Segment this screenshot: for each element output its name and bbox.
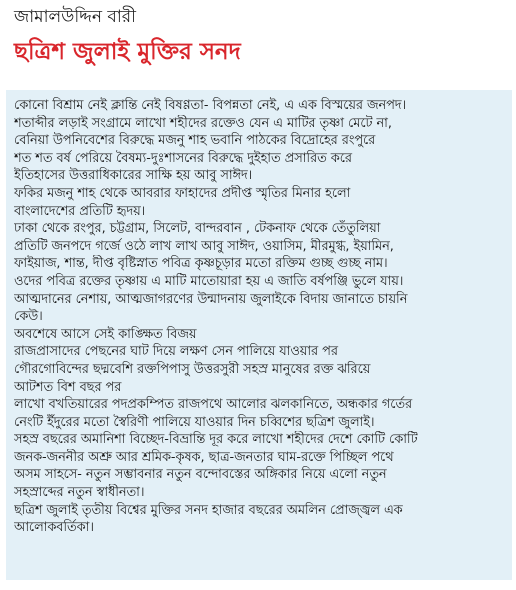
poem-line: জনক-জননীর অশ্রু আর শ্রমিক-কৃষক, ছাত্র-জনতার ঘাম-রক্তে পিচ্ছিল পথে — [14, 449, 394, 465]
poem-line: ফকির মজনু শাহ থেকে আবরার ফাহাদের প্রদীপ্ত স্মৃতির মিনার হলো — [14, 185, 351, 201]
poem-line: অসম সাহসে- নতুন সম্ভাবনার নতুন বন্দোবস্তের অঙ্গিকার নিয়ে এলো নতুন — [14, 467, 387, 483]
poem-line: আত্মদানের নেশায়, আত্মজাগরণের উন্মাদনায় জুলাইকে বিদায় জানাতে চায়নি — [14, 291, 408, 307]
poem-line: ওদের পবিত্র রক্তের তৃষ্ণায় এ মাটি মাতোয়ারা হয় এ জাতি বর্ষপঞ্জি ভুলে যায়। — [14, 273, 404, 289]
poem-line: নেংটি ইঁদুরের মতো স্বৈরিণী পালিয়ে যাওয়ার দিন চব্বিশের ছত্রিশ জুলাই। — [14, 414, 375, 430]
poem-line: ফাইয়াজ, শান্ত, দীপ্ত বৃষ্টিস্নাত পবিত্র কৃষ্ণচূড়ার মতো রক্তিম গুচ্ছ গুচ্ছ নাম। — [14, 256, 388, 272]
poem-line: শতাব্দীর লড়াই সংগ্রামে লাখো শহীদের রক্তেও যেন এ মাটির তৃষ্ণা মেটে না, — [14, 115, 392, 131]
poem-line: সহস্র বছরের অমানিশা বিচ্ছেদ-বিভ্রান্তি দূর করে লাখো শহীদের দেশে কোটি কোটি — [14, 432, 418, 448]
author-name: জামালউদ্দিন বারী — [14, 7, 137, 27]
poem-line: বেনিয়া উপনিবেশের বিরুদ্ধে মজনু শাহ ভবানি পাঠকের বিদ্রোহের রংপুরে — [14, 133, 376, 149]
poem-line: সহস্রাব্দের নতুন স্বাধীনতা। — [14, 485, 145, 501]
poem-line: বাংলাদেশের প্রতিটি হৃদয়। — [14, 203, 146, 219]
poem-line: রাজপ্রাসাদের পেছনের ঘাট দিয়ে লক্ষণ সেন পালিয়ে যাওয়ার পর — [14, 344, 338, 360]
poem-line: লাখো বখতিয়ারের পদপ্রকম্পিত রাজপথে আলোর ঝলকানিতে, অন্ধকার গর্তের — [14, 397, 412, 413]
poem-line: কেউ। — [14, 309, 43, 325]
poem-line: কোনো বিশ্রাম নেই ক্লান্তি নেই বিষণ্ণতা- বিপন্নতা নেই, এ এক বিস্ময়ের জনপদ। — [14, 98, 407, 113]
poem-line: ইতিহাসের উত্তরাধিকারের সাক্ষি হয় আবু সাঈদ। — [14, 168, 253, 184]
poem-title: ছত্রিশ জুলাই মুক্তির সনদ — [14, 39, 241, 65]
poem-line: ঢাকা থেকে রংপুর, চট্টগ্রাম, সিলেট, বান্দরবান , টেকনাফ থেকে তেঁতুলিয়া — [14, 221, 381, 237]
poem-body — [6, 90, 512, 580]
poem-line: আলোকবর্তিকা। — [14, 520, 94, 536]
poem-line: শত শত বর্ষ পেরিয়ে বৈষম্য-দুঃশাসনের বিরুদ্ধে দুইহাত প্রসারিত করে — [14, 150, 352, 166]
poem-line: আটশত বিশ বছর পর — [14, 379, 122, 395]
poem-line: গৌরগোবিন্দের ছদ্মবেশি রক্তপিপাসু উত্তরসুরী সহস্র মানুষের রক্ত ঝরিয়ে — [14, 361, 371, 377]
poem-line: ছত্রিশ জুলাই তৃতীয় বিশ্বের মুক্তির সনদ হাজার বছরের অমলিন প্রোজ্জ্বল এক — [14, 502, 403, 518]
poem-line: প্রতিটি জনপদে গর্জে ওঠে লাখ লাখ আবু সাঈদ, ওয়াসিম, মীরমুগ্ধ, ইয়ামিন, — [14, 238, 394, 254]
poem-line: অবশেষে আসে সেই কাঙ্ক্ষিত বিজয় — [14, 326, 197, 342]
